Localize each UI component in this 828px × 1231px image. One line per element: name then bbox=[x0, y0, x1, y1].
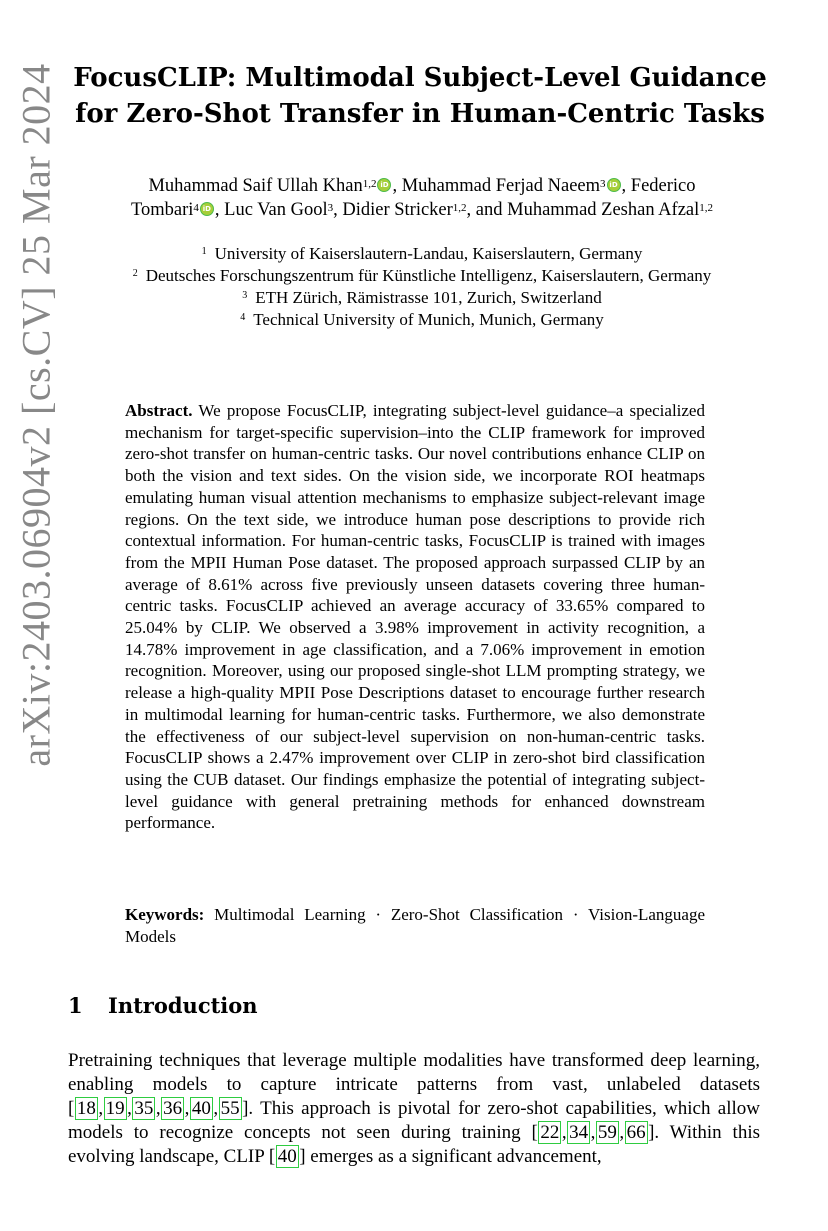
title-line-2: for Zero-Shot Transfer in Human-Centric Tasks bbox=[75, 99, 765, 129]
affiliation-text: ETH Zürich, Rämistrasse 101, Zurich, Switzerland bbox=[255, 288, 602, 307]
citation-link[interactable]: 35 bbox=[134, 1098, 154, 1119]
citation-link[interactable]: 66 bbox=[626, 1122, 646, 1143]
citation-link[interactable]: 55 bbox=[220, 1098, 240, 1119]
introduction-paragraph: Pretraining techniques that leverage multiple modalities have transformed deep learning, enabling models to capture intricate patterns from vast, unlabeled datasets [ 18 , 19 , 35 , 36 , 40 , 55 ]. This approach is pivotal for zero-shot capabilities, which allow models to recognize concepts not seen during training [ 22 , 34 , 59 , 66 ]. Within this evolving landscape, CLIP [ 40 ] emerges as a significant advancement, bbox=[68, 1050, 760, 1167]
author-affil-marker: 4 bbox=[193, 202, 199, 214]
citation-link[interactable]: 22 bbox=[540, 1122, 560, 1143]
orcid-icon[interactable]: iD bbox=[607, 178, 621, 192]
intro-text: Pretraining techniques that leverage multiple modalities have transformed deep learning, enabling models to capture intricate patterns from vast, unlabeled datasets [ bbox=[68, 1050, 760, 1119]
affiliation-number: 1 bbox=[201, 246, 207, 257]
affiliation-4 bbox=[66, 309, 778, 331]
author-name: , Didier Stricker bbox=[333, 200, 453, 220]
intro-text: ]. Within this evolving landscape, CLIP [ bbox=[68, 1122, 760, 1167]
abstract-text: We propose FocusCLIP, integrating subject-level guidance–a specialized mechanism for target-specific supervision–into the CLIP framework for improved zero-shot transfer on human-centric tasks. Our novel contributions enhance CLIP on both the vision and text sides. On the vision side, we incorporate ROI heatmaps emulating human visual attention mechanisms to emphasize subject-relevant image regions. On the text side, we introduce human pose descriptions to provide rich contextual information. For human-centric tasks, FocusCLIP is trained with images from the MPII Human Pose dataset. The proposed approach surpassed CLIP by an average of 8.61% across five previously unseen datasets covering three human-centric tasks. FocusCLIP achieved an average accuracy of 33.65% compared to 25.04% by CLIP. We observed a 3.98% improvement in activity recognition, a 14.78% improvement in age classification, and a 7.06% improvement in emotion recognition. Moreover, using our proposed single-shot LLM prompting strategy, we release a high-quality MPII Pose Descriptions dataset to encourage further research in multimodal learning for human-centric tasks. Furthermore, we also demonstrate the effectiveness of our subject-level supervision on non-human-centric tasks. FocusCLIP shows a 2.47% improvement over CLIP in zero-shot bird classification using the CUB dataset. Our findings emphasize the potential of integrating subject-level guidance with general pretraining methods for enhanced downstream performance. bbox=[125, 401, 705, 833]
affiliation-1 bbox=[66, 243, 778, 265]
arxiv-id-text: arXiv:2403.06904v2 [cs.CV] 25 Mar 2024 bbox=[13, 63, 59, 767]
keywords-label: Keywords: bbox=[125, 905, 205, 924]
abstract bbox=[125, 400, 705, 834]
author-name: , Luc Van Gool bbox=[214, 200, 328, 220]
citation-link[interactable]: 40 bbox=[191, 1098, 211, 1119]
author-affil-marker: 3 bbox=[600, 178, 606, 190]
author-line-1 bbox=[66, 174, 778, 198]
author-name: Tombari bbox=[130, 200, 194, 220]
orcid-icon[interactable]: iD bbox=[200, 202, 214, 216]
author-name: , Federico bbox=[621, 176, 696, 196]
affiliation-list bbox=[66, 243, 778, 331]
section-number: 1 bbox=[68, 993, 83, 1018]
citation-link[interactable]: 34 bbox=[569, 1122, 589, 1143]
author-name: , and Muhammad Zeshan Afzal bbox=[466, 200, 700, 220]
affiliation-number: 2 bbox=[132, 268, 138, 279]
author-line-2 bbox=[66, 198, 778, 222]
author-affil-marker: 1,2 bbox=[699, 202, 714, 214]
affiliation-3 bbox=[66, 287, 778, 309]
author-name: , Muhammad Ferjad Naeem bbox=[392, 176, 601, 196]
paper-title bbox=[70, 60, 770, 132]
affiliation-number: 3 bbox=[242, 290, 248, 301]
keywords bbox=[125, 904, 705, 948]
affiliation-text: University of Kaiserslautern-Landau, Kaiserslautern, Germany bbox=[214, 244, 643, 263]
author-affil-marker: 3 bbox=[327, 202, 334, 214]
citation-link[interactable]: 18 bbox=[76, 1098, 96, 1119]
orcid-icon[interactable]: iD bbox=[377, 178, 391, 192]
section-title: Introduction bbox=[108, 993, 258, 1018]
affiliation-text: Technical University of Munich, Munich, Germany bbox=[253, 310, 604, 329]
affiliation-text: Deutsches Forschungszentrum für Künstliche Intelligenz, Kaiserslautern, Germany bbox=[145, 266, 712, 285]
author-list bbox=[66, 174, 778, 222]
title-line-1: FocusCLIP: Multimodal Subject-Level Guidance bbox=[73, 63, 767, 93]
intro-text: ] emerges as a significant advancement, bbox=[299, 1146, 602, 1167]
author-affil-marker: 1,2 bbox=[362, 178, 377, 190]
affiliation-2 bbox=[66, 265, 778, 287]
abstract-label: Abstract. bbox=[125, 401, 193, 420]
citation-link[interactable]: 19 bbox=[105, 1098, 125, 1119]
affiliation-number: 4 bbox=[240, 312, 246, 323]
citation-link[interactable]: 59 bbox=[597, 1122, 617, 1143]
keywords-text: Multimodal Learning · Zero-Shot Classification · Vision-Language Models bbox=[125, 905, 705, 946]
intro-text: ]. This approach is pivotal for zero-shot capabilities, which allow models to recognize concepts not seen during training [ bbox=[68, 1098, 760, 1143]
citation-link[interactable]: 40 bbox=[277, 1146, 297, 1167]
citation-link[interactable]: 36 bbox=[163, 1098, 183, 1119]
section-heading bbox=[68, 991, 668, 1021]
author-affil-marker: 1,2 bbox=[452, 202, 467, 214]
arxiv-identifier-stamp bbox=[6, 60, 66, 770]
author-name: Muhammad Saif Ullah Khan bbox=[148, 176, 363, 196]
